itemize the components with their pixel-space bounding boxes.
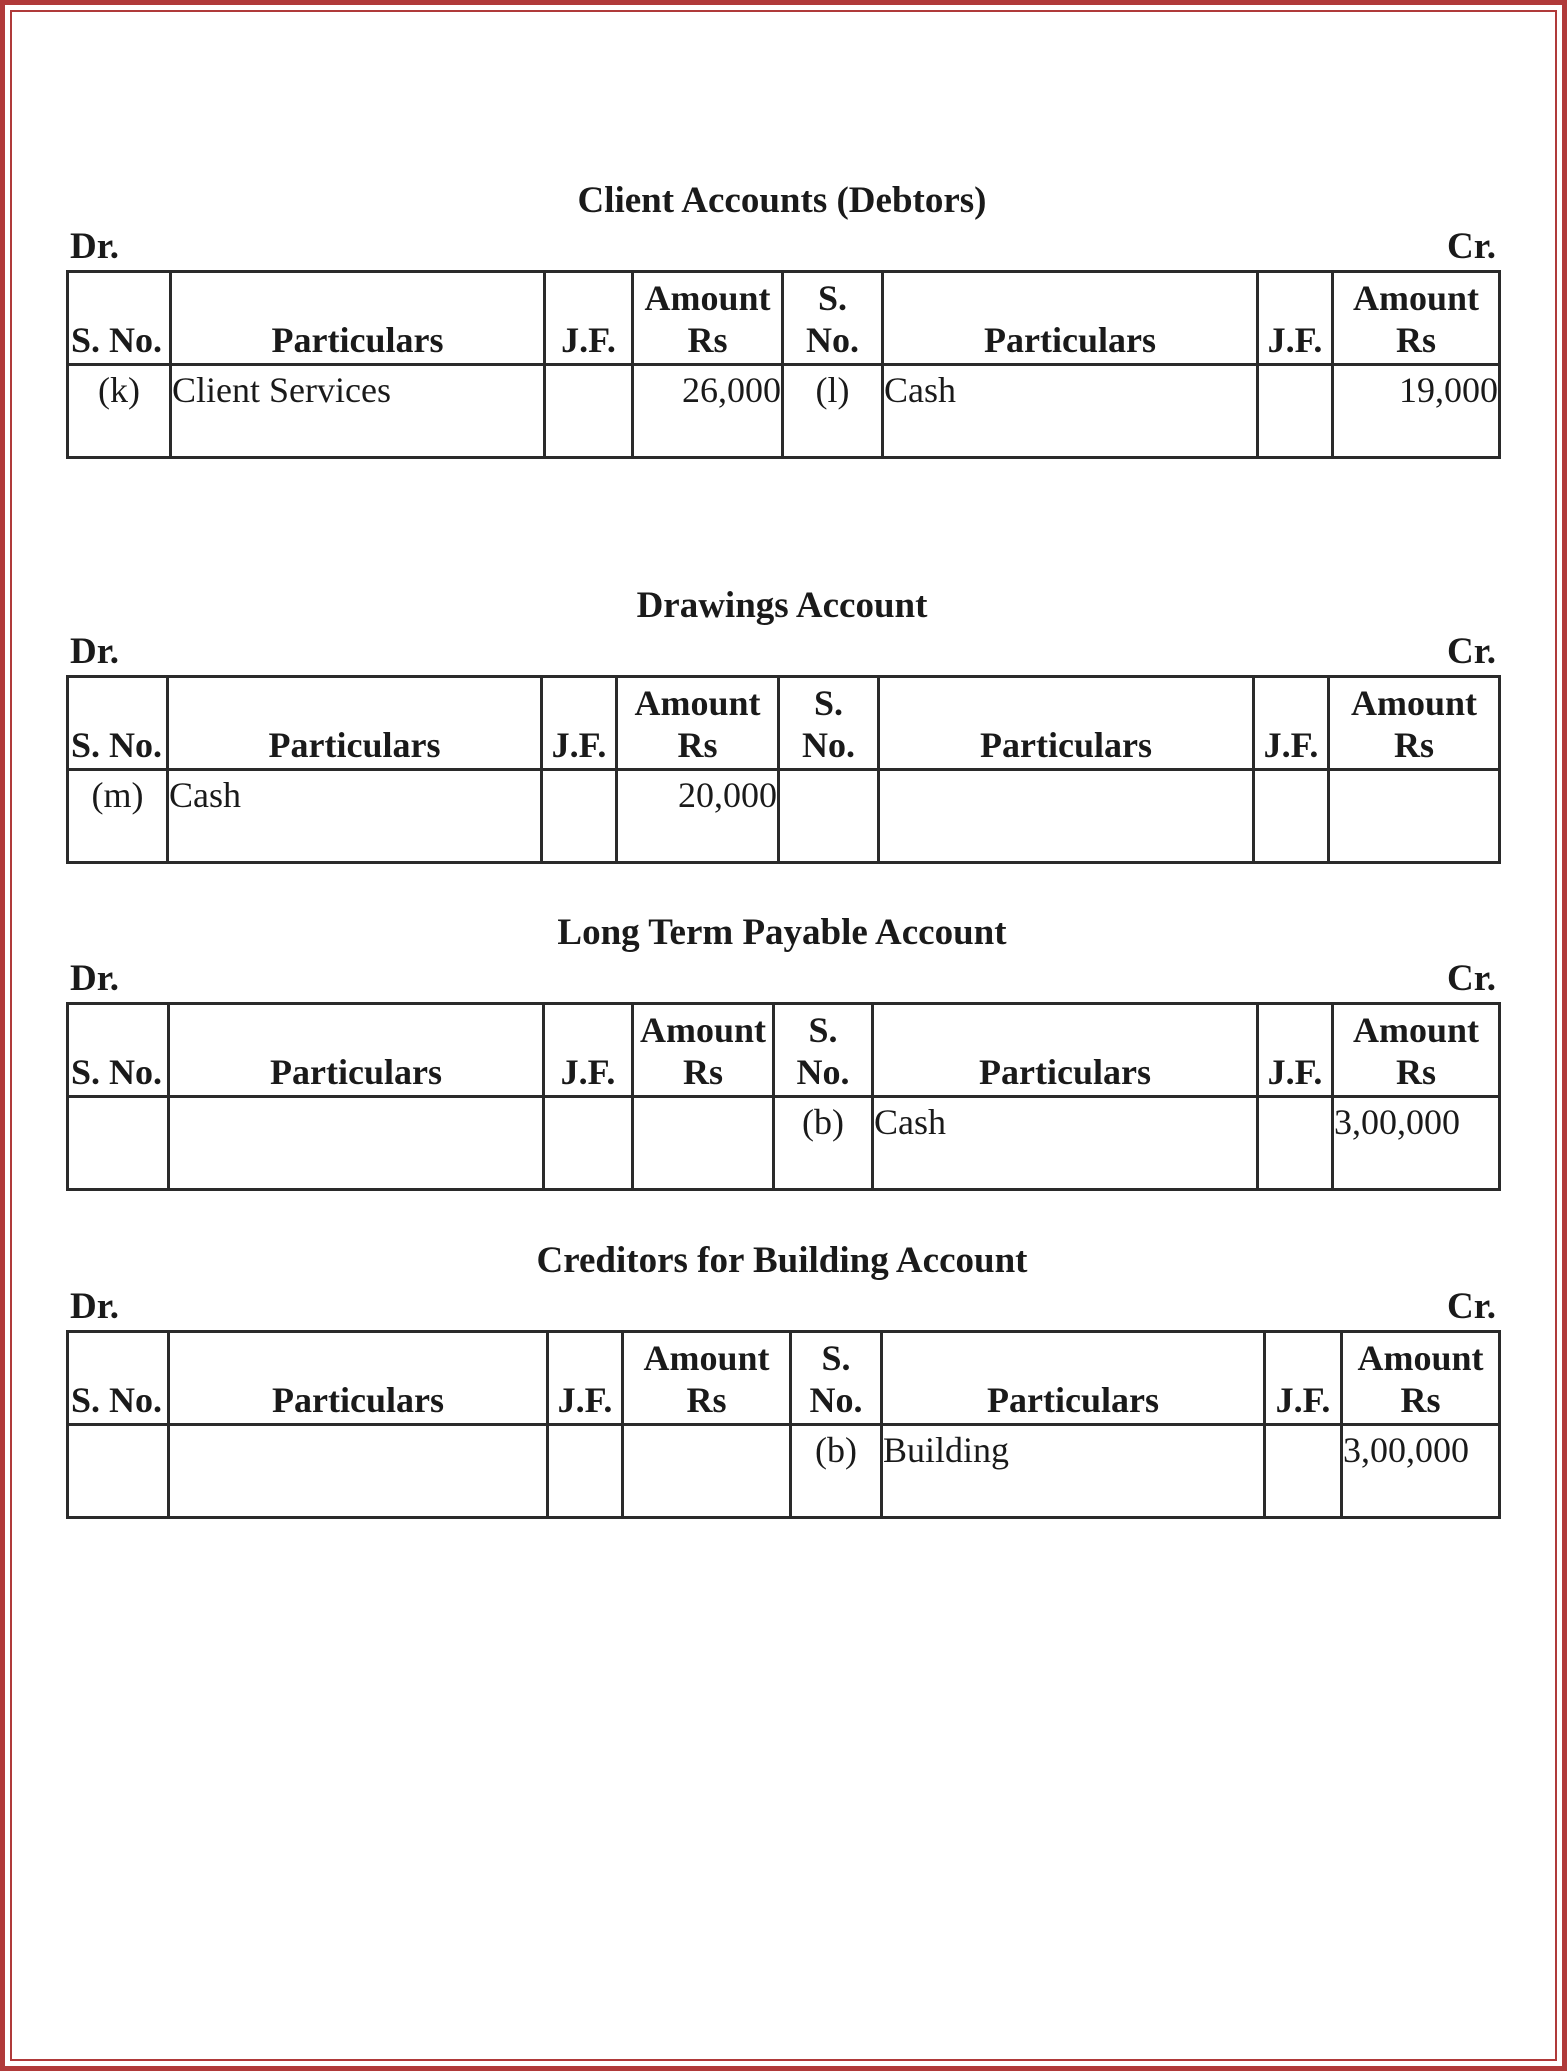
header-amount: Amount Rs bbox=[633, 1004, 774, 1097]
header-jf-credit: J.F. bbox=[1265, 1332, 1342, 1425]
debit-particulars bbox=[169, 1425, 548, 1518]
ledger-client-accounts bbox=[66, 178, 1498, 459]
credit-s-no: (b) bbox=[774, 1097, 873, 1190]
header-row bbox=[68, 1332, 1500, 1425]
credit-jf bbox=[1258, 1097, 1333, 1190]
ledger-table bbox=[66, 1330, 1501, 1519]
header-particulars-credit: Particulars bbox=[883, 272, 1258, 365]
debit-amount: 26,000 bbox=[633, 365, 783, 458]
header-particulars-credit: Particulars bbox=[873, 1004, 1258, 1097]
header-jf-credit: J.F. bbox=[1258, 1004, 1333, 1097]
header-jf: J.F. bbox=[545, 272, 633, 365]
header-row bbox=[68, 272, 1500, 365]
header-jf: J.F. bbox=[542, 677, 617, 770]
table-row bbox=[68, 365, 1500, 458]
header-amount: Amount Rs bbox=[617, 677, 779, 770]
header-row bbox=[68, 1004, 1500, 1097]
table-row bbox=[68, 770, 1500, 863]
ledger-title: Long Term Payable Account bbox=[557, 912, 1007, 953]
debit-jf bbox=[545, 365, 633, 458]
debit-particulars bbox=[169, 1097, 544, 1190]
ledger-title: Creditors for Building Account bbox=[536, 1240, 1028, 1281]
header-amount-credit: Amount Rs bbox=[1329, 677, 1500, 770]
credit-jf bbox=[1258, 365, 1333, 458]
cr-label: Cr. bbox=[1447, 631, 1496, 672]
header-s-no: S. No. bbox=[68, 272, 171, 365]
table-row bbox=[68, 1097, 1500, 1190]
dr-label: Dr. bbox=[70, 631, 119, 672]
ledger-table bbox=[66, 270, 1501, 459]
header-s-no-credit: S. No. bbox=[783, 272, 883, 365]
ledger-title: Client Accounts (Debtors) bbox=[577, 180, 987, 221]
header-jf: J.F. bbox=[548, 1332, 623, 1425]
debit-jf bbox=[544, 1097, 633, 1190]
header-jf-credit: J.F. bbox=[1254, 677, 1329, 770]
credit-jf bbox=[1254, 770, 1329, 863]
dr-label: Dr. bbox=[70, 226, 119, 267]
cr-label: Cr. bbox=[1447, 1286, 1496, 1327]
credit-amount: 3,00,000 bbox=[1333, 1097, 1500, 1190]
dr-label: Dr. bbox=[70, 1286, 119, 1327]
credit-s-no: (l) bbox=[783, 365, 883, 458]
header-row bbox=[68, 677, 1500, 770]
header-particulars-credit: Particulars bbox=[879, 677, 1254, 770]
header-s-no: S. No. bbox=[68, 677, 168, 770]
credit-amount: 3,00,000 bbox=[1342, 1425, 1500, 1518]
debit-s-no: (m) bbox=[68, 770, 168, 863]
debit-s-no: (k) bbox=[68, 365, 171, 458]
header-s-no-credit: S. No. bbox=[774, 1004, 873, 1097]
ledger-drawings bbox=[66, 583, 1498, 864]
credit-s-no: (b) bbox=[791, 1425, 882, 1518]
debit-amount bbox=[623, 1425, 791, 1518]
credit-amount: 19,000 bbox=[1333, 365, 1500, 458]
ledger-creditors-for-building bbox=[66, 1238, 1498, 1519]
debit-jf bbox=[548, 1425, 623, 1518]
header-particulars-credit: Particulars bbox=[882, 1332, 1265, 1425]
debit-particulars: Client Services bbox=[171, 365, 545, 458]
dr-label: Dr. bbox=[70, 958, 119, 999]
debit-s-no bbox=[68, 1425, 169, 1518]
header-particulars: Particulars bbox=[169, 1332, 548, 1425]
ledger-long-term-payable bbox=[66, 910, 1498, 1191]
header-s-no: S. No. bbox=[68, 1004, 169, 1097]
header-amount-credit: Amount Rs bbox=[1333, 272, 1500, 365]
header-particulars: Particulars bbox=[171, 272, 545, 365]
header-s-no-credit: S. No. bbox=[791, 1332, 882, 1425]
ledger-table bbox=[66, 1002, 1501, 1191]
header-particulars: Particulars bbox=[169, 1004, 544, 1097]
debit-amount bbox=[633, 1097, 774, 1190]
credit-particulars: Building bbox=[882, 1425, 1265, 1518]
credit-s-no bbox=[779, 770, 879, 863]
header-s-no: S. No. bbox=[68, 1332, 169, 1425]
credit-jf bbox=[1265, 1425, 1342, 1518]
credit-particulars: Cash bbox=[873, 1097, 1258, 1190]
debit-s-no bbox=[68, 1097, 169, 1190]
header-jf-credit: J.F. bbox=[1258, 272, 1333, 365]
debit-jf bbox=[542, 770, 617, 863]
credit-amount bbox=[1329, 770, 1500, 863]
ledger-title: Drawings Account bbox=[636, 585, 928, 626]
header-amount: Amount Rs bbox=[623, 1332, 791, 1425]
header-amount-credit: Amount Rs bbox=[1342, 1332, 1500, 1425]
header-amount-credit: Amount Rs bbox=[1333, 1004, 1500, 1097]
debit-amount: 20,000 bbox=[617, 770, 779, 863]
cr-label: Cr. bbox=[1447, 958, 1496, 999]
header-s-no-credit: S. No. bbox=[779, 677, 879, 770]
header-jf: J.F. bbox=[544, 1004, 633, 1097]
credit-particulars bbox=[879, 770, 1254, 863]
header-amount: Amount Rs bbox=[633, 272, 783, 365]
table-row bbox=[68, 1425, 1500, 1518]
cr-label: Cr. bbox=[1447, 226, 1496, 267]
ledger-table bbox=[66, 675, 1501, 864]
debit-particulars: Cash bbox=[168, 770, 542, 863]
header-particulars: Particulars bbox=[168, 677, 542, 770]
credit-particulars: Cash bbox=[883, 365, 1258, 458]
